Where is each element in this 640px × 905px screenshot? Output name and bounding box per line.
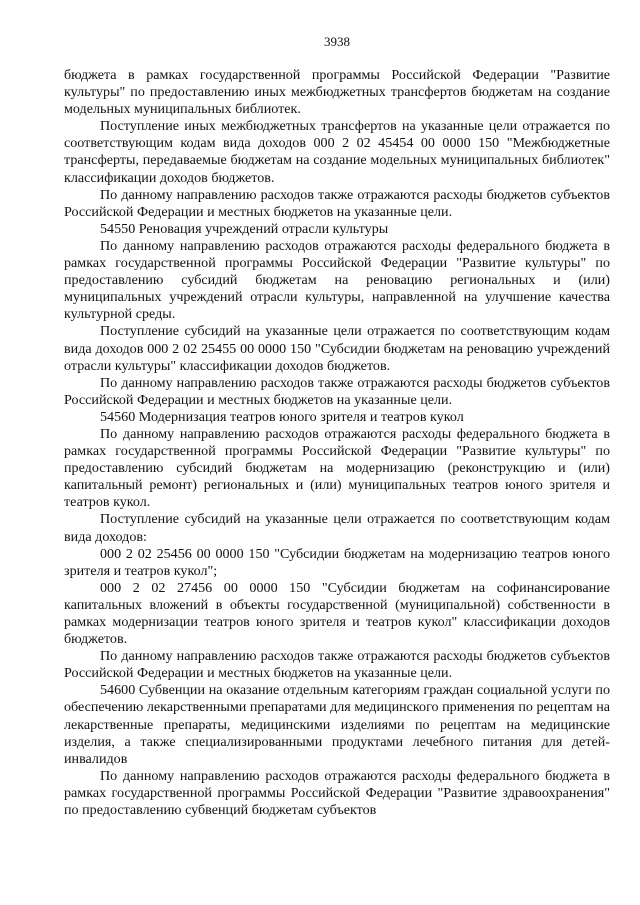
paragraph: 000 2 02 27456 00 0000 150 "Субсидии бюджетам на софинансирование капитальных вложений в объекты государственной (муниципальной) собственности в рамках модернизации театров юного зрителя и театров кукол" классификации доходов бюджетов. xyxy=(64,579,610,648)
paragraph: По данному направлению расходов отражаются расходы федерального бюджета в рамках государственной программы Российской Федерации "Развитие здравоохранения" по предоставлению субвенций бюджетам субъектов xyxy=(64,767,610,819)
paragraph: По данному направлению расходов также отражаются расходы бюджетов субъектов Российской Федерации и местных бюджетов на указанные цели. xyxy=(64,186,610,220)
paragraph: 54550 Реновация учреждений отрасли культуры xyxy=(100,220,389,237)
paragraph: 000 2 02 25456 00 0000 150 "Субсидии бюджетам на модернизацию театров юного зрителя и театров кукол"; xyxy=(64,545,610,579)
paragraph: 54560 Модернизация театров юного зрителя и театров кукол xyxy=(100,408,464,425)
paragraph: По данному направлению расходов отражаются расходы федерального бюджета в рамках государственной программы Российской Федерации "Развитие культуры" по предоставлению субсидий бюджетам на модернизацию (реконструкцию и (или) капитальный ремонт) региональных и (или) муниципальных театров юного зрителя и театров кукол. xyxy=(64,425,610,511)
paragraph: Поступление субсидий на указанные цели отражается по соответствующим кодам вида доходов 000 2 02 25455 00 0000 150 "Субсидии бюджетам на реновацию учреждений отрасли культуры" классификации доходов бюджетов. xyxy=(64,323,610,374)
page-number: 3938 xyxy=(324,34,350,49)
document-body xyxy=(64,67,610,819)
paragraph: Поступление субсидий на указанные цели отражается по соответствующим кодам вида доходов: xyxy=(64,511,610,545)
paragraph: По данному направлению расходов отражаются расходы федерального бюджета в рамках государственной программы Российской Федерации "Развитие культуры" по предоставлению субсидий бюджетам на реновацию региональных и (или) муниципальных учреждений отрасли культуры, направленной на улучшение качества культурной среды. xyxy=(64,237,610,323)
paragraph: Поступление иных межбюджетных трансфертов на указанные цели отражается по соответствующим кодам вида доходов 000 2 02 45454 00 0000 150 "Межбюджетные трансферты, передаваемые бюджетам на создание модельных муниципальных библиотек" классификации доходов бюджетов. xyxy=(64,118,610,186)
paragraph: По данному направлению расходов также отражаются расходы бюджетов субъектов Российской Федерации и местных бюджетов на указанные цели. xyxy=(64,374,610,408)
paragraph: 54600 Субвенции на оказание отдельным категориям граждан социальной услуги по обеспечению лекарственными препаратами для медицинского применения по рецептам на лекарственные препараты, медицинскими изделиями по рецептам на медицинские изделия, а также специализированными продуктами лечебного питания для детей-инвалидов xyxy=(64,682,610,767)
paragraph: бюджета в рамках государственной программы Российской Федерации "Развитие культуры" по предоставлению иных межбюджетных трансфертов бюджетам на создание модельных муниципальных библиотек. xyxy=(64,67,610,118)
paragraph: По данному направлению расходов также отражаются расходы бюджетов субъектов Российской Федерации и местных бюджетов на указанные цели. xyxy=(64,648,610,682)
